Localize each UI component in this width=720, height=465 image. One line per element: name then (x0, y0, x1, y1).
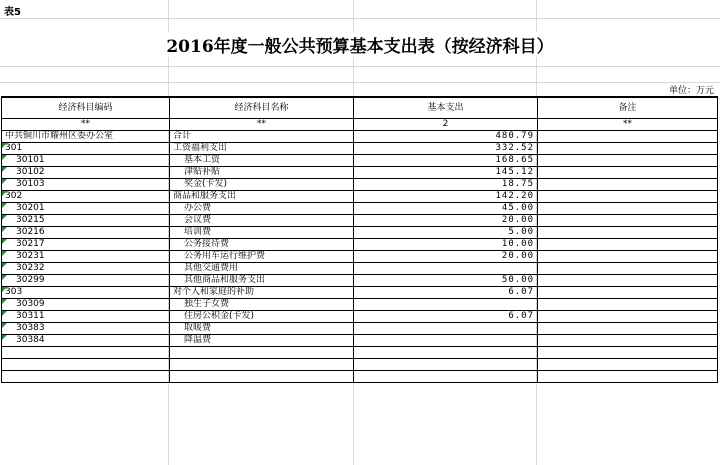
table-row (2, 347, 718, 359)
code-cell[interactable] (2, 155, 170, 167)
note-cell[interactable] (538, 239, 718, 251)
amount-cell[interactable]: 45.00 (354, 203, 538, 215)
table-row (2, 371, 718, 383)
table-row (2, 335, 718, 347)
note-cell[interactable] (538, 287, 718, 299)
name-cell[interactable]: 培训费 (170, 227, 354, 239)
table-row (2, 287, 718, 299)
table-row (2, 299, 718, 311)
note-cell[interactable] (538, 191, 718, 203)
grid-hline (0, 82, 720, 83)
code-cell[interactable] (2, 323, 170, 335)
name-cell[interactable]: 工资福利支出 (170, 143, 354, 155)
code-cell[interactable] (2, 299, 170, 311)
code-text: 30101 (16, 155, 45, 165)
amount-cell[interactable] (354, 359, 538, 371)
name-cell[interactable] (170, 371, 354, 383)
code-text: 301 (5, 143, 23, 153)
code-text: 30299 (16, 275, 45, 285)
grid-hline (0, 18, 720, 19)
table-row (2, 167, 718, 179)
code-text: 30102 (16, 167, 45, 177)
note-marker[interactable]: ** (538, 119, 718, 131)
table-row (2, 203, 718, 215)
code-text: 30384 (16, 335, 45, 345)
cell-indicator-icon (2, 191, 7, 196)
amount-cell[interactable]: 142.20 (354, 191, 538, 203)
code-cell[interactable] (2, 227, 170, 239)
code-cell[interactable] (2, 263, 170, 275)
note-cell[interactable] (538, 179, 718, 191)
note-cell[interactable] (538, 227, 718, 239)
note-cell[interactable] (538, 251, 718, 263)
code-cell[interactable] (2, 131, 170, 143)
unit-label: 单位：万元 (669, 83, 714, 96)
note-cell[interactable] (538, 143, 718, 155)
code-text: 30309 (16, 299, 45, 309)
code-text: 30383 (16, 323, 45, 333)
code-cell[interactable] (2, 215, 170, 227)
name-cell[interactable]: 商品和服务支出 (170, 191, 354, 203)
code-cell[interactable] (2, 167, 170, 179)
code-cell[interactable] (2, 275, 170, 287)
note-cell[interactable] (538, 347, 718, 359)
table-row (2, 179, 718, 191)
amount-cell[interactable]: 6.07 (354, 287, 538, 299)
note-cell[interactable] (538, 263, 718, 275)
amount-marker[interactable]: 2 (354, 119, 538, 131)
budget-table (1, 96, 718, 383)
note-cell[interactable] (538, 371, 718, 383)
cell-indicator-icon (2, 251, 7, 256)
code-cell[interactable] (2, 347, 170, 359)
amount-cell[interactable]: 5.00 (354, 227, 538, 239)
amount-cell[interactable]: 145.12 (354, 167, 538, 179)
code-cell[interactable] (2, 191, 170, 203)
amount-cell[interactable] (354, 347, 538, 359)
name-cell[interactable]: 降温费 (170, 335, 354, 347)
cell-indicator-icon (2, 275, 7, 280)
cell-indicator-icon (2, 311, 7, 316)
amount-cell[interactable]: 6.07 (354, 311, 538, 323)
name-cell[interactable]: 会议费 (170, 215, 354, 227)
amount-cell[interactable]: 20.00 (354, 251, 538, 263)
cell-indicator-icon (2, 155, 7, 160)
header-amount[interactable]: 基本支出 (354, 97, 538, 119)
name-cell[interactable]: 独生子女费 (170, 299, 354, 311)
table-row (2, 155, 718, 167)
table-row (2, 359, 718, 371)
note-cell[interactable] (538, 215, 718, 227)
code-text: 30311 (16, 311, 45, 321)
name-cell[interactable]: 住房公积金(卡发) (170, 311, 354, 323)
name-cell[interactable]: 公务接待费 (170, 239, 354, 251)
table-row (2, 311, 718, 323)
table-row (2, 131, 718, 143)
code-marker[interactable]: ** (2, 119, 170, 131)
code-text: 303 (5, 287, 23, 297)
cell-indicator-icon (2, 239, 7, 244)
note-cell[interactable] (538, 131, 718, 143)
name-cell[interactable]: 合计 (170, 131, 354, 143)
cell-indicator-icon (2, 215, 7, 220)
cell-indicator-icon (2, 335, 7, 340)
name-cell[interactable]: 基本工资 (170, 155, 354, 167)
note-cell[interactable] (538, 299, 718, 311)
amount-cell[interactable] (354, 371, 538, 383)
code-cell[interactable] (2, 251, 170, 263)
amount-cell[interactable] (354, 299, 538, 311)
name-cell[interactable]: 取暖费 (170, 323, 354, 335)
name-cell[interactable]: 办公费 (170, 203, 354, 215)
table-row (2, 263, 718, 275)
note-cell[interactable] (538, 359, 718, 371)
table-row (2, 191, 718, 203)
cell-indicator-icon (2, 287, 7, 292)
table-row (2, 143, 718, 155)
name-cell[interactable] (170, 347, 354, 359)
amount-cell[interactable]: 480.79 (354, 131, 538, 143)
name-cell[interactable] (170, 359, 354, 371)
code-cell[interactable] (2, 359, 170, 371)
name-cell[interactable]: 奖金(卡发) (170, 179, 354, 191)
name-cell[interactable]: 津贴补贴 (170, 167, 354, 179)
table-row (2, 215, 718, 227)
header-name[interactable]: 经济科目名称 (170, 97, 354, 119)
page-title: 2016年度一般公共预算基本支出表（按经济科目） (0, 32, 720, 57)
amount-cell[interactable]: 10.00 (354, 239, 538, 251)
header-code-row (2, 119, 718, 131)
code-text: 30232 (16, 263, 45, 273)
cell-indicator-icon (2, 179, 7, 184)
code-text: 30231 (16, 251, 45, 261)
table-row (2, 251, 718, 263)
cell-indicator-icon (2, 263, 7, 268)
code-cell[interactable] (2, 335, 170, 347)
code-text: 30217 (16, 239, 45, 249)
header-code[interactable]: 经济科目编码 (2, 97, 170, 119)
note-cell[interactable] (538, 167, 718, 179)
table-row (2, 323, 718, 335)
code-text: 30201 (16, 203, 45, 213)
note-cell[interactable] (538, 155, 718, 167)
name-cell[interactable]: 其他商品和服务支出 (170, 275, 354, 287)
table-row (2, 239, 718, 251)
code-cell[interactable] (2, 371, 170, 383)
header-row (2, 97, 718, 119)
code-cell[interactable] (2, 287, 170, 299)
amount-cell[interactable]: 332.52 (354, 143, 538, 155)
code-text: 中共铜川市耀州区委办公室 (5, 131, 114, 141)
code-cell[interactable] (2, 203, 170, 215)
amount-cell[interactable]: 20.00 (354, 215, 538, 227)
code-cell[interactable] (2, 179, 170, 191)
name-cell[interactable]: 对个人和家庭的补助 (170, 287, 354, 299)
cell-indicator-icon (2, 227, 7, 232)
name-cell[interactable]: 公务用车运行维护费 (170, 251, 354, 263)
code-cell[interactable] (2, 143, 170, 155)
code-text: 30216 (16, 227, 45, 237)
note-cell[interactable] (538, 275, 718, 287)
name-marker[interactable]: ** (170, 119, 354, 131)
amount-cell[interactable]: 168.65 (354, 155, 538, 167)
amount-cell[interactable] (354, 335, 538, 347)
name-cell[interactable]: 其他交通费用 (170, 263, 354, 275)
note-cell[interactable] (538, 335, 718, 347)
cell-indicator-icon (2, 203, 7, 208)
code-cell[interactable] (2, 311, 170, 323)
table-row (2, 227, 718, 239)
cell-indicator-icon (2, 143, 7, 148)
code-text: 302 (5, 191, 23, 201)
amount-cell[interactable] (354, 323, 538, 335)
grid-hline (0, 66, 720, 67)
note-cell[interactable] (538, 323, 718, 335)
amount-cell[interactable] (354, 263, 538, 275)
amount-cell[interactable]: 18.75 (354, 179, 538, 191)
note-cell[interactable] (538, 203, 718, 215)
amount-cell[interactable]: 50.00 (354, 275, 538, 287)
code-text: 30103 (16, 179, 45, 189)
note-cell[interactable] (538, 311, 718, 323)
code-text: 30215 (16, 215, 45, 225)
cell-indicator-icon (2, 323, 7, 328)
table-row (2, 275, 718, 287)
cell-indicator-icon (2, 299, 7, 304)
sheet-label: 表5 (4, 7, 21, 18)
code-cell[interactable] (2, 239, 170, 251)
cell-indicator-icon (2, 167, 7, 172)
header-note[interactable]: 备注 (538, 97, 718, 119)
